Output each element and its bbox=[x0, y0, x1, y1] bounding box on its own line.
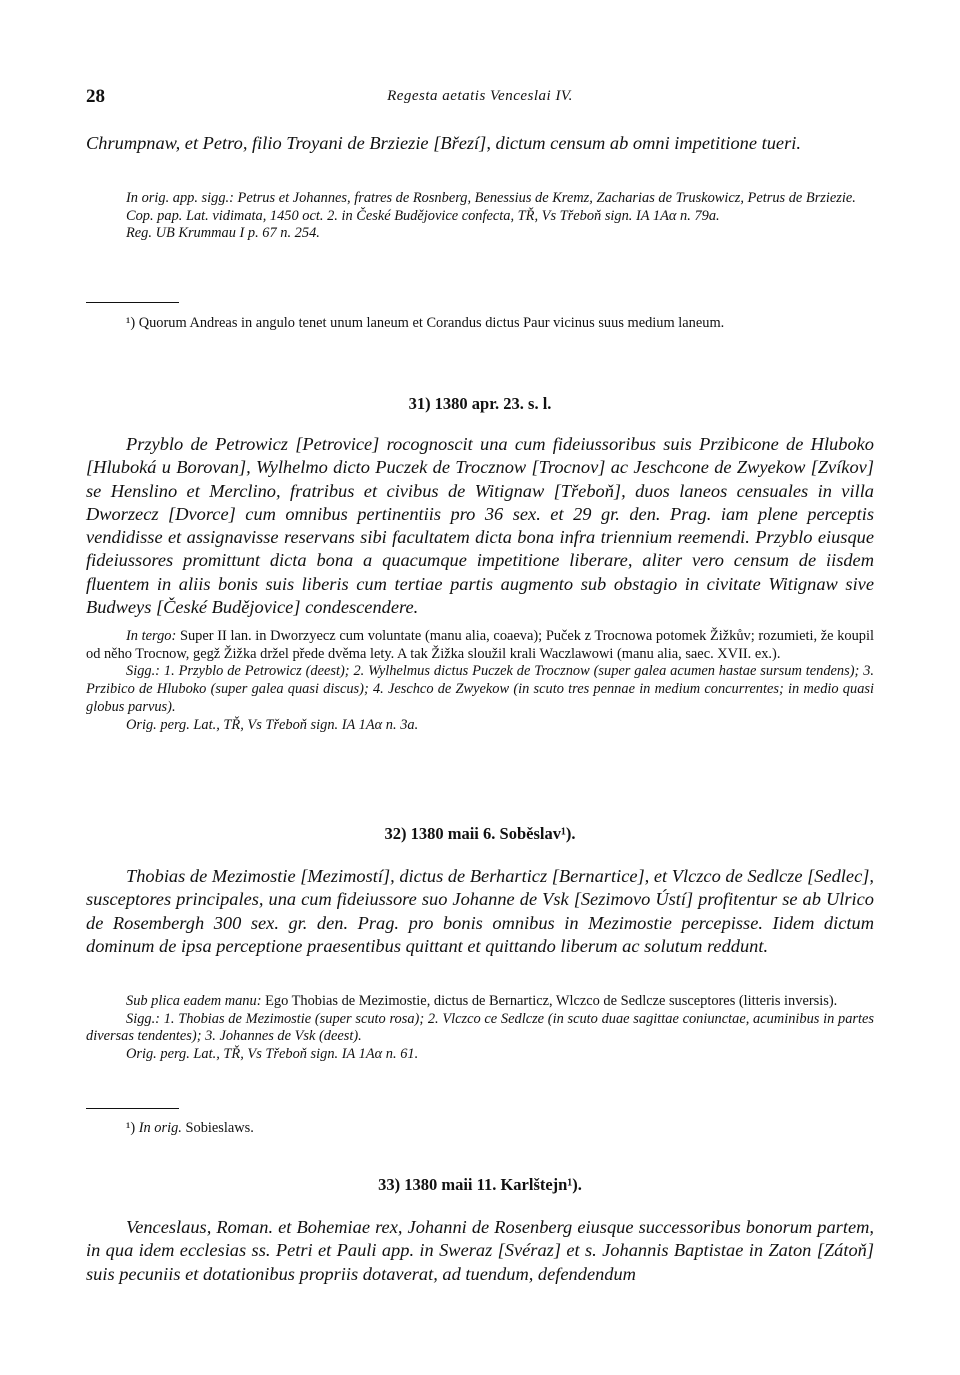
entry-32-heading: 32) 1380 maii 6. Soběslav¹). bbox=[384, 824, 576, 843]
entry-31-heading: 31) 1380 apr. 23. s. l. bbox=[408, 394, 552, 413]
entry-33-heading: 33) 1380 maii 11. Karlštejn¹). bbox=[378, 1175, 582, 1194]
footnote-rule bbox=[86, 302, 179, 303]
footnote-mark: ¹) bbox=[126, 1120, 136, 1136]
previous-entry-notes bbox=[86, 190, 874, 243]
seals-note: Sigg.: 1. Thobias de Mezimostie (super scuto rosa); 2. Vlczco ce Sedlcze (in scuto duae sagittae coniunctae, acuminibus in partes diversas tendentes); 3. Johannes de Vsk (deest). bbox=[86, 1010, 874, 1045]
page-number: 28 bbox=[86, 86, 105, 107]
seals-note: Sigg.: 1. Przyblo de Petrowicz (deest); 2. Wylhelmus dictus Puczek de Trocznow (super galea acumen hastae sursum tendens); 3. Przibico de Hluboko (super galea quasi discus); 4. Jeschco de Zwyekow (in scuto tres pennae in medium concurrentes; in medio quasi globus parvus). bbox=[86, 663, 874, 715]
tergo-text: Super II lan. in Dworzyecz cum voluntate (manu alia, coaeva); Puček z Trocnowa potomek Žižkův; rozumieti, že koupil od něho Trocnow, gegž Žižka držel přede dvěma lety. A tak Žižka sloužil krali Waczlawowi (manu alia, saec. XVII. ex.). bbox=[86, 628, 874, 662]
footnote-rule bbox=[86, 1108, 179, 1109]
plica-note bbox=[86, 993, 874, 1011]
entry-33-text: Venceslaus, Roman. et Bohemiae rex, Johanni de Rosenberg eiusque successoribus bonorum partem, in qua idem ecclesias ss. Petri et Pauli app. in Sweraz [Svéraz] et s. Johannis Baptistae in Zaton [Zátoň] suis pecuniis et dotationibus propriis dotaverat, ad tuendum, defendendum bbox=[86, 1217, 874, 1284]
footnote-label: In orig. bbox=[138, 1120, 182, 1136]
tergo-note bbox=[86, 628, 874, 663]
tergo-label: In tergo: bbox=[126, 628, 177, 644]
previous-entry-text: Chrumpnaw, et Petro, filio Troyani de Brziezie [Březí], dictum censum ab omni impetitione tueri. bbox=[86, 133, 801, 153]
origin-note: Orig. perg. Lat., TŘ, Vs Třeboň sign. IA 1Aα n. 3a. bbox=[126, 716, 419, 733]
plica-label: Sub plica eadem manu: bbox=[126, 993, 262, 1009]
plica-text: Ego Thobias de Mezimostie, dictus de Bernarticz, Wlczco de Sedlcze susceptores (litteris inversis). bbox=[265, 993, 838, 1009]
entry-31-notes bbox=[86, 628, 874, 734]
footnote-text: Sobieslaws. bbox=[185, 1120, 254, 1136]
entry-32-text: Thobias de Mezimostie [Mezimostí], dictus de Berharticz [Bernartice], et Vlczco de Sedlcze [Sedlec], susceptores principales, una cum fideiussore suo Johanne de Vsk [Sezimovo Ústí] profitentur se ab Ulrico de Rosembergh 300 sex. gr. den. Prag. pro bonis omnibus in Mezimostie percepisse. Iidem dictum dominum de ipsa perceptione praesentibus quittant et quittando liberum ac solutum reddunt. bbox=[86, 866, 874, 956]
origin-note: Orig. perg. Lat., TŘ, Vs Třeboň sign. IA 1Aα n. 61. bbox=[126, 1046, 419, 1063]
copy-note: Cop. pap. Lat. vidimata, 1450 oct. 2. in České Budějovice confecta, TŘ, Vs Třeboň sign. IA 1Aα n. 79a. bbox=[126, 207, 720, 224]
seal-note: In orig. app. sigg.: Petrus et Johannes, fratres de Rosnberg, Benessius de Kremz, Zacharias de Truskowicz, Petrus de Brziezie. bbox=[126, 190, 856, 206]
entry-31-text: Przyblo de Petrowicz [Petrovice] rocognoscit una cum fideiussoribus suis Przibicone de Hluboko [Hluboká u Borovan], Wylhelmo dicto Puczek de Trocznow [Trocnov] ac Jeschcone de Zwyekow [Zvíkov] se Henslino et Merclino, fratribus et civibus de Witignaw [Třeboň], duos laneos censuales in villa Dworzecz [Dvorce] cum omnibus pertinentiis pro 36 sex. et 29 gr. den. Prag. iam plene perceptis vendidisse et assignavisse reservans sibi facultatem dicta bona infra triennium reemendi. Przyblo eiusque fideiussores promittunt dicta bona a quacumque impetitione liberare, aliter vero censum de iisdem fluentem in aliis bonis suis liberis cum tertiae partis augmento sub obstagio in civitate Witignaw sive Budweys [České Budějovice] condescendere. bbox=[86, 434, 874, 618]
register-note: Reg. UB Krummau I p. 67 n. 254. bbox=[126, 225, 320, 242]
footnote: ¹) Quorum Andreas in angulo tenet unum laneum et Corandus dictus Paur vicinus suus medium laneum. bbox=[126, 315, 725, 331]
footnote bbox=[86, 1120, 874, 1138]
page-header bbox=[86, 86, 874, 110]
entry-32-notes bbox=[86, 993, 874, 1064]
running-title: Regesta aetatis Venceslai IV. bbox=[387, 88, 573, 104]
